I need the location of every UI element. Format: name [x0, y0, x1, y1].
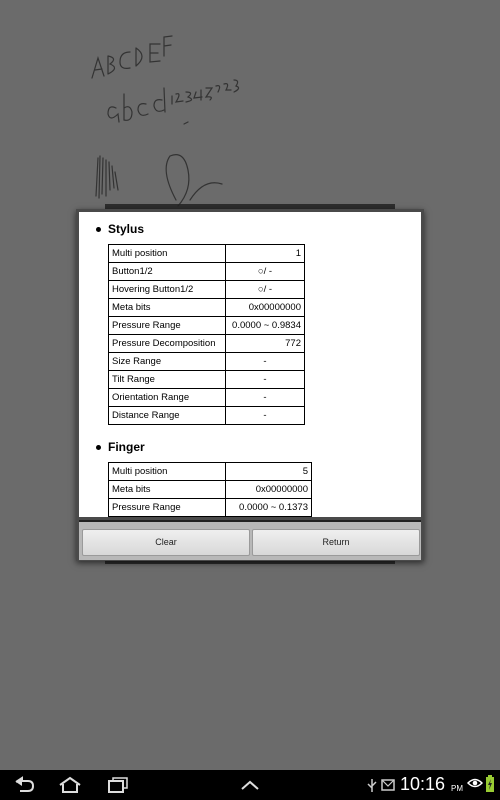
back-icon[interactable]: [12, 776, 36, 794]
menu-up-icon[interactable]: [238, 776, 262, 794]
table-row: [109, 263, 305, 281]
row-value: -: [226, 407, 305, 425]
row-value: 0x00000000: [226, 299, 305, 317]
usb-icon: [366, 778, 378, 794]
finger-table: [108, 462, 312, 517]
table-row: [109, 353, 305, 371]
table-row: [109, 299, 305, 317]
row-label: Size Range: [109, 353, 226, 371]
row-value: ○/ -: [226, 263, 305, 281]
bullet-icon: [96, 445, 101, 450]
table-row: [109, 245, 305, 263]
dialog-scroll-content[interactable]: [79, 212, 421, 517]
row-label: Distance Range: [109, 407, 226, 425]
section-title-finger: Finger: [108, 440, 145, 454]
row-label: Orientation Range: [109, 389, 226, 407]
email-icon: [381, 779, 395, 791]
row-label: Pressure Decomposition: [109, 335, 226, 353]
table-row: [109, 499, 312, 517]
clock-ampm: PM: [451, 784, 463, 793]
section-title-stylus: Stylus: [108, 222, 145, 236]
table-row: [109, 317, 305, 335]
row-value: 0.0000 ~ 0.9834: [226, 317, 305, 335]
row-value: 1: [226, 245, 305, 263]
stylus-table: [108, 244, 305, 425]
row-label: Hovering Button1/2: [109, 281, 226, 299]
row-value: 0.0000 ~ 0.1373: [226, 499, 312, 517]
table-row: [109, 463, 312, 481]
bullet-icon: [96, 227, 101, 232]
row-value: -: [226, 353, 305, 371]
row-label: Meta bits: [109, 481, 226, 499]
row-label: Pressure Range: [109, 499, 226, 517]
row-value: 772: [226, 335, 305, 353]
row-value: 5: [226, 463, 312, 481]
clock-time: 10:16: [400, 774, 446, 794]
table-row: [109, 389, 305, 407]
row-label: Tilt Range: [109, 371, 226, 389]
table-row: [109, 371, 305, 389]
row-label: Button1/2: [109, 263, 226, 281]
table-row: [109, 335, 305, 353]
battery-icon: [485, 775, 495, 793]
row-label: Multi position: [109, 245, 226, 263]
table-row: [109, 281, 305, 299]
recent-apps-icon[interactable]: [106, 776, 130, 794]
system-navigation-bar: [0, 770, 500, 800]
row-value: 0x00000000: [226, 481, 312, 499]
eye-icon: [467, 777, 483, 789]
row-value: -: [226, 389, 305, 407]
row-label: Multi position: [109, 463, 226, 481]
table-row: [109, 481, 312, 499]
row-value: ○/ -: [226, 281, 305, 299]
clear-button[interactable]: Clear: [82, 529, 250, 556]
row-value: -: [226, 371, 305, 389]
row-label: Meta bits: [109, 299, 226, 317]
table-row: [109, 407, 305, 425]
dialog-button-bar: [79, 520, 421, 560]
row-label: Pressure Range: [109, 317, 226, 335]
info-dialog: [76, 209, 424, 561]
home-icon[interactable]: [58, 776, 82, 794]
return-button[interactable]: Return: [252, 529, 420, 556]
